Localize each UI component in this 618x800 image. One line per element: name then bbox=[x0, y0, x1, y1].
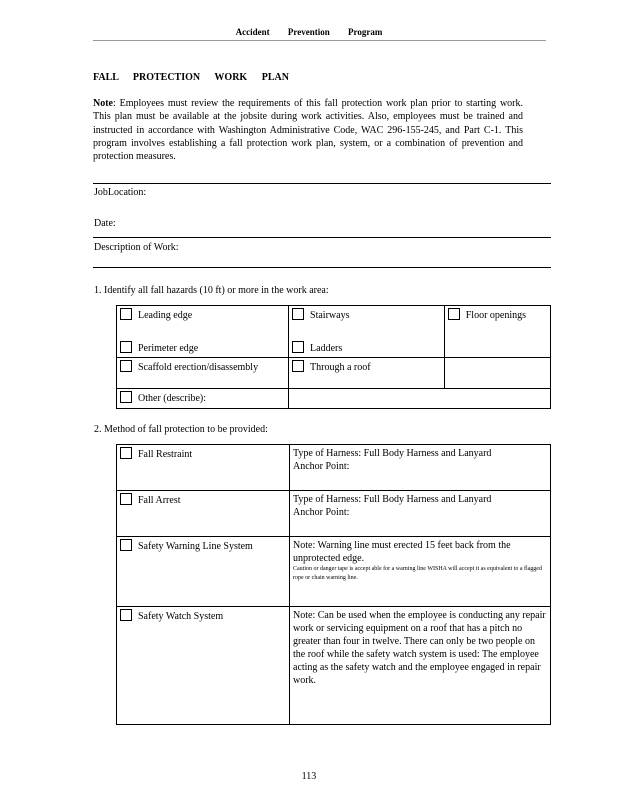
checkbox-icon[interactable] bbox=[448, 308, 460, 320]
harness-type: Type of Harness: Full Body Harness and Lanyard bbox=[293, 448, 492, 459]
hazard-label: Ladders bbox=[310, 343, 343, 354]
job-location-label: JobLocation: bbox=[94, 187, 147, 198]
safety-watch-note: Note: Can be used when the employee is conducting any repair work or servicing equipment on a roof that has a pitch no greater than four in twelve. There can only be two people on the roof while the safety watch system is used: The employee acting as the safety watch and the employee engaged in repair work. bbox=[293, 610, 546, 686]
checkbox-icon[interactable] bbox=[120, 539, 132, 551]
warning-line-note: Note: Warning line must erected 15 feet back from the unprotected edge. bbox=[293, 540, 511, 564]
method-label: Safety Warning Line System bbox=[138, 541, 253, 552]
methods-table bbox=[116, 444, 551, 725]
checkbox-icon[interactable] bbox=[292, 360, 304, 372]
note-text: : Employees must review the requirements of this fall protection work plan prior to starting work. This plan must be available at the jobsite during work activities. Also, employees must be trained and instructed in accordance with Washington Administrative Code, WAC 296-155-245, and Part C-1. This program involves establishing a fall protection work plan, system, or a combination of prevention and protection measures. bbox=[93, 98, 523, 163]
checkbox-icon[interactable] bbox=[120, 341, 132, 353]
section2-heading: 2. Method of fall protection to be provided: bbox=[94, 424, 268, 435]
hazard-label: Other (describe): bbox=[138, 393, 207, 404]
checkbox-icon[interactable] bbox=[120, 391, 132, 403]
checkbox-icon[interactable] bbox=[120, 609, 132, 621]
divider bbox=[93, 267, 551, 268]
hazard-label: Stairways bbox=[310, 310, 350, 321]
hazard-perimeter-edge[interactable] bbox=[120, 341, 285, 355]
note-label: Note bbox=[93, 98, 113, 109]
anchor-point: Anchor Point: bbox=[293, 507, 350, 518]
method-safety-warning-line[interactable] bbox=[120, 539, 286, 553]
document-title: FALL PROTECTION WORK PLAN bbox=[93, 72, 289, 83]
hazard-label: Through a roof bbox=[310, 362, 371, 373]
hazard-label: Leading edge bbox=[138, 310, 193, 321]
method-fall-arrest[interactable] bbox=[120, 493, 286, 507]
hazard-leading-edge[interactable] bbox=[120, 308, 285, 322]
method-safety-watch[interactable] bbox=[120, 609, 286, 623]
method-label: Fall Restraint bbox=[138, 449, 193, 460]
hazard-floor-openings[interactable] bbox=[448, 308, 547, 322]
description-label: Description of Work: bbox=[94, 242, 179, 253]
warning-line-caution: Caution or danger tape is accept able for a warning line WISHA will accept it as equivalent to a flagged rope or chain warning line. bbox=[293, 566, 542, 581]
divider bbox=[93, 183, 551, 184]
page-header: Accident Prevention Program bbox=[235, 27, 383, 37]
hazard-ladders[interactable] bbox=[292, 341, 441, 355]
anchor-point: Anchor Point: bbox=[293, 461, 350, 472]
hazard-label: Floor openings bbox=[465, 310, 527, 321]
section1-heading: 1. Identify all fall hazards (10 ft) or more in the work area: bbox=[94, 285, 329, 296]
date-label: Date: bbox=[94, 218, 116, 229]
checkbox-icon[interactable] bbox=[120, 447, 132, 459]
checkbox-icon[interactable] bbox=[120, 493, 132, 505]
hazard-other[interactable] bbox=[120, 391, 285, 405]
hazard-scaffold[interactable] bbox=[120, 360, 285, 374]
hazards-table bbox=[116, 305, 551, 409]
harness-type: Type of Harness: Full Body Harness and Lanyard bbox=[293, 494, 492, 505]
checkbox-icon[interactable] bbox=[292, 341, 304, 353]
checkbox-icon[interactable] bbox=[120, 360, 132, 372]
hazard-through-roof[interactable] bbox=[292, 360, 441, 374]
note-paragraph bbox=[93, 97, 523, 163]
page-number: 113 bbox=[301, 771, 317, 782]
hazard-label: Perimeter edge bbox=[138, 343, 199, 354]
method-fall-restraint[interactable] bbox=[120, 447, 286, 461]
method-label: Safety Watch System bbox=[138, 611, 224, 622]
divider bbox=[93, 237, 551, 238]
hazard-label: Scaffold erection/disassembly bbox=[138, 362, 259, 373]
hazard-stairways[interactable] bbox=[292, 308, 441, 322]
checkbox-icon[interactable] bbox=[292, 308, 304, 320]
other-describe-field[interactable] bbox=[289, 389, 551, 409]
method-label: Fall Arrest bbox=[138, 495, 181, 506]
header-divider bbox=[93, 40, 546, 41]
checkbox-icon[interactable] bbox=[120, 308, 132, 320]
